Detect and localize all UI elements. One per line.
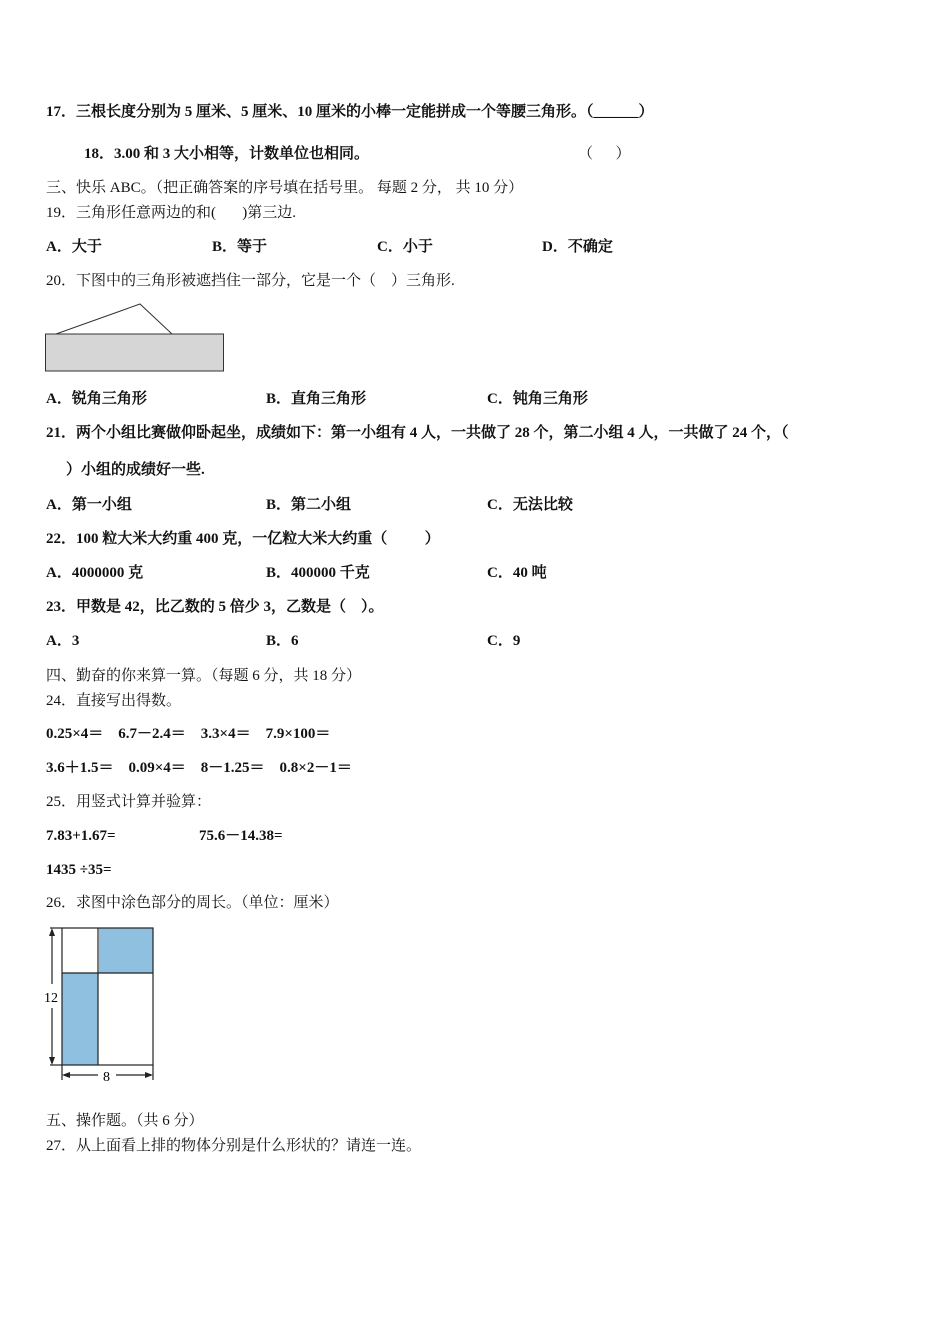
calc-row-2: 3.6＋1.5＝ 0.09×4＝ 8－1.25＝ 0.8×2－1＝ bbox=[46, 760, 352, 776]
section-5-heading: 五、操作题。（共 6 分） bbox=[46, 1113, 204, 1129]
option-22a: A．4000000 克 bbox=[46, 565, 144, 581]
calc-25a: 7.83+1.67= bbox=[46, 828, 116, 844]
option-23a: A．3 bbox=[46, 633, 80, 649]
shaded-bottom-left bbox=[62, 973, 98, 1065]
hidden-triangle-figure bbox=[44, 300, 226, 375]
question-21-cont: ）小组的成绩好一些. bbox=[66, 462, 205, 478]
option-23b: B．6 bbox=[266, 633, 299, 649]
option-20a: A．锐角三角形 bbox=[46, 391, 147, 407]
option-19a: A．大于 bbox=[46, 239, 102, 255]
question-22: 22．100 粒大米大约重 400 克，一亿粒大米大约重（ ） bbox=[46, 531, 440, 547]
section-3-heading: 三、快乐 ABC。（把正确答案的序号填在括号里。 每题 2 分， 共 10 分） bbox=[46, 180, 524, 196]
option-22b: B．400000 千克 bbox=[266, 565, 370, 581]
question-25: 25．用竖式计算并验算： bbox=[46, 794, 212, 810]
calc-25c: 1435 ÷35= bbox=[46, 862, 112, 878]
option-19b: B．等于 bbox=[212, 239, 268, 255]
calc-row-1: 0.25×4＝ 6.7－2.4＝ 3.3×4＝ 7.9×100＝ bbox=[46, 726, 331, 742]
question-21: 21．两个小组比赛做仰卧起坐，成绩如下：第一小组有 4 人，一共做了 28 个，第二小组 4 人，一共做了 24 个，（ bbox=[46, 425, 789, 441]
option-19d: D．不确定 bbox=[542, 239, 613, 255]
calc-25b: 75.6－14.38= bbox=[199, 828, 283, 844]
question-20: 20．下图中的三角形被遮挡住一部分，它是一个（ ）三角形. bbox=[46, 273, 455, 289]
option-21b: B．第二小组 bbox=[266, 497, 352, 513]
shaded-rectangle-figure bbox=[40, 922, 160, 1084]
width-label: 8 bbox=[103, 1070, 110, 1084]
question-19: 19．三角形任意两边的和( )第三边. bbox=[46, 205, 296, 221]
height-label: 12 bbox=[44, 991, 58, 1006]
question-27: 27．从上面看上排的物体分别是什么形状的？请连一连。 bbox=[46, 1138, 422, 1154]
option-23c: C．9 bbox=[487, 633, 521, 649]
question-26: 26．求图中涂色部分的周长。（单位：厘米） bbox=[46, 895, 339, 911]
option-22c: C．40 吨 bbox=[487, 565, 547, 581]
section-4-heading: 四、勤奋的你来算一算。（每题 6 分，共 18 分） bbox=[46, 668, 362, 684]
option-21c: C．无法比较 bbox=[487, 497, 573, 513]
answer-blank-18: （ ） bbox=[578, 146, 631, 162]
shaded-top-right bbox=[99, 928, 153, 973]
option-20c: C．钝角三角形 bbox=[487, 391, 588, 407]
option-20b: B．直角三角形 bbox=[266, 391, 367, 407]
question-24: 24．直接写出得数。 bbox=[46, 693, 182, 709]
question-23: 23．甲数是 42，比乙数的 5 倍少 3，乙数是（ ）。 bbox=[46, 599, 384, 615]
option-21a: A．第一小组 bbox=[46, 497, 132, 513]
option-19c: C．小于 bbox=[377, 239, 433, 255]
question-18: 18．3.00 和 3 大小相等，计数单位也相同。 bbox=[84, 146, 370, 162]
question-17: 17．三根长度分别为 5 厘米、5 厘米、10 厘米的小棒一定能拼成一个等腰三角形。（______） bbox=[46, 104, 654, 120]
